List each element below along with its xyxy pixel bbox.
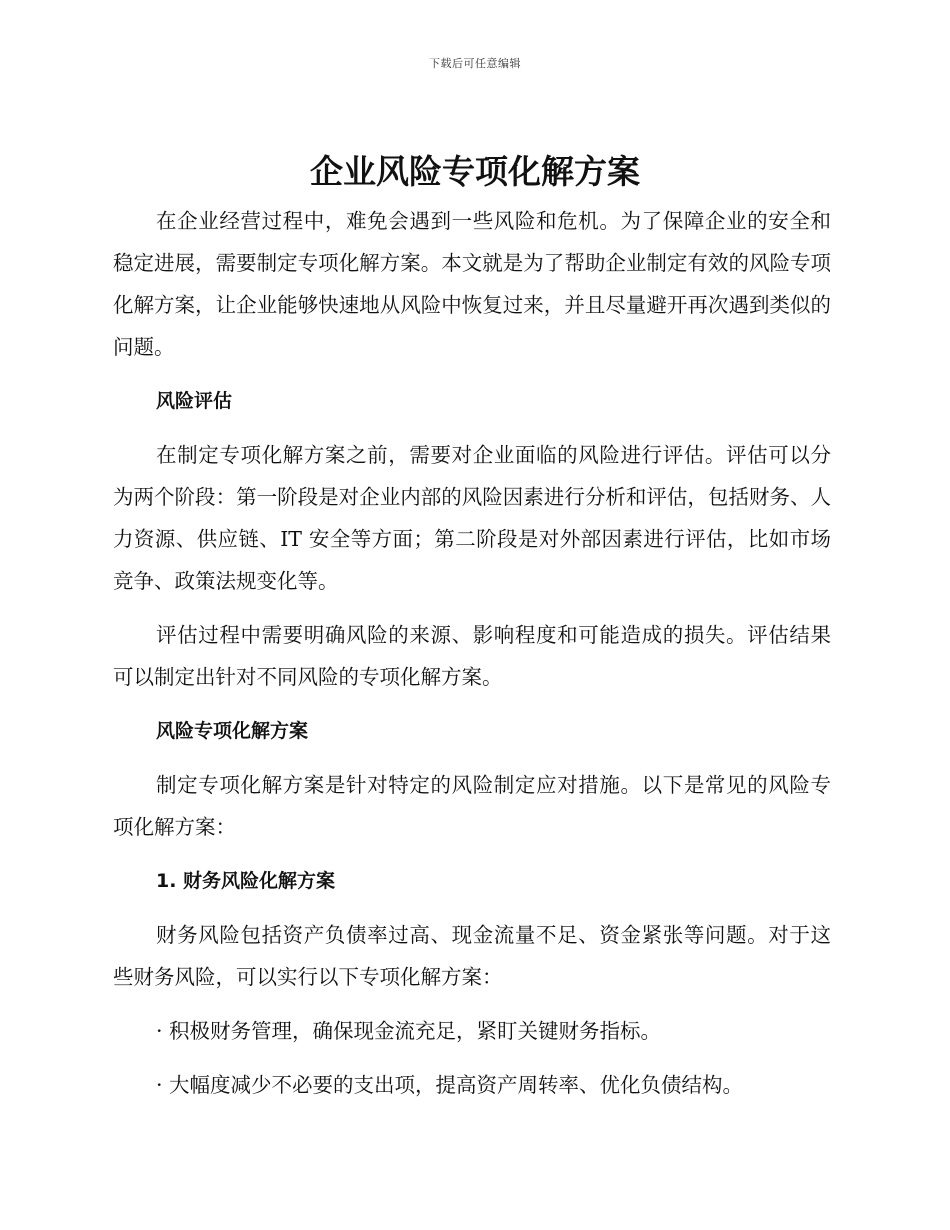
risk-solutions-paragraph: 制定专项化解方案是针对特定的风险制定应对措施。以下是常见的风险专项化解方案：	[113, 773, 831, 839]
list-item: · 大幅度减少不必要的支出项，提高资产周转率、优化负债结构。	[156, 1073, 744, 1097]
risk-assessment-paragraph-2: 评估过程中需要明确风险的来源、影响程度和可能造成的损失。评估结果可以制定出针对不同风险的专项化解方案。	[113, 623, 831, 689]
section-heading-risk-solutions: 风险专项化解方案	[156, 720, 309, 742]
document-title: 企业风险专项化解方案	[310, 152, 640, 191]
subsection-heading-financial-risk: 1. 财务风险化解方案	[156, 870, 336, 892]
intro-paragraph: 在企业经营过程中，难免会遇到一些风险和危机。为了保障企业的安全和稳定进展，需要制定专项化解方案。本文就是为了帮助企业制定有效的风险专项化解方案，让企业能够快速地从风险中恢复过来，并且尽量避开再次遇到类似的问题。	[113, 209, 831, 359]
document-body	[113, 200, 831, 1118]
financial-risk-paragraph: 财务风险包括资产负债率过高、现金流量不足、资金紧张等问题。对于这些财务风险，可以实行以下专项化解方案：	[113, 923, 831, 989]
list-item: · 积极财务管理，确保现金流充足，紧盯关键财务指标。	[156, 1019, 662, 1043]
risk-assessment-paragraph-1: 在制定专项化解方案之前，需要对企业面临的风险进行评估。评估可以分为两个阶段：第一阶段是对企业内部的风险因素进行分析和评估，包括财务、人力资源、供应链、IT 安全等方面；第二阶段是对外部因素进行评估，比如市场竞争、政策法规变化等。	[113, 443, 831, 593]
section-heading-risk-assessment: 风险评估	[156, 390, 233, 412]
running-header: 下载后可任意编辑	[429, 57, 521, 70]
